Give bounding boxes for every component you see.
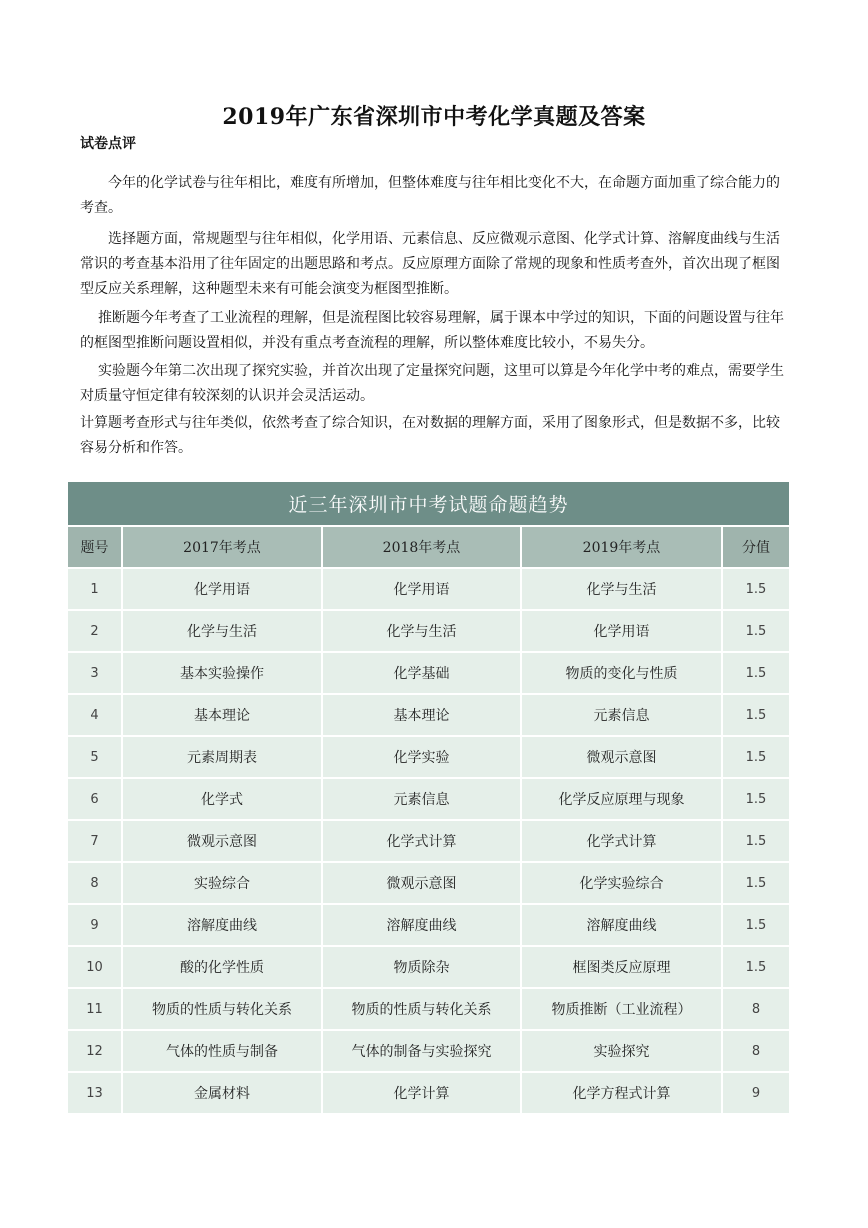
cell-question-no: 2: [68, 610, 122, 652]
cell-2018: 元素信息: [322, 778, 521, 820]
cell-score: 8: [722, 1030, 790, 1072]
cell-2017: 基本实验操作: [122, 652, 322, 694]
cell-2019: 化学与生活: [521, 568, 722, 610]
cell-2018: 化学式计算: [322, 820, 521, 862]
cell-2018: 化学实验: [322, 736, 521, 778]
cell-2017: 化学与生活: [122, 610, 322, 652]
cell-2017: 元素周期表: [122, 736, 322, 778]
cell-2019: 化学反应原理与现象: [521, 778, 722, 820]
table-row: [68, 820, 790, 862]
cell-score: 1.5: [722, 568, 790, 610]
section-label: 试卷点评: [80, 136, 136, 152]
cell-score: 1.5: [722, 862, 790, 904]
cell-question-no: 5: [68, 736, 122, 778]
table-row: [68, 988, 790, 1030]
cell-score: 1.5: [722, 946, 790, 988]
cell-2019: 溶解度曲线: [521, 904, 722, 946]
cell-score: 1.5: [722, 610, 790, 652]
table-row: [68, 568, 790, 610]
cell-2017: 物质的性质与转化关系: [122, 988, 322, 1030]
cell-2018: 化学与生活: [322, 610, 521, 652]
cell-2019: 微观示意图: [521, 736, 722, 778]
cell-question-no: 1: [68, 568, 122, 610]
cell-question-no: 8: [68, 862, 122, 904]
cell-question-no: 4: [68, 694, 122, 736]
table-row: [68, 862, 790, 904]
table-row: [68, 1030, 790, 1072]
cell-question-no: 12: [68, 1030, 122, 1072]
cell-question-no: 7: [68, 820, 122, 862]
cell-2018: 微观示意图: [322, 862, 521, 904]
table-row: [68, 778, 790, 820]
cell-2019: 物质推断（工业流程）: [521, 988, 722, 1030]
header-score: 分值: [722, 526, 790, 568]
header-2018: 2018年考点: [322, 526, 521, 568]
cell-2019: 物质的变化与性质: [521, 652, 722, 694]
cell-2019: 实验探究: [521, 1030, 722, 1072]
cell-2018: 物质除杂: [322, 946, 521, 988]
cell-2017: 实验综合: [122, 862, 322, 904]
header-2019: 2019年考点: [521, 526, 722, 568]
cell-score: 1.5: [722, 778, 790, 820]
cell-2018: 气体的制备与实验探究: [322, 1030, 521, 1072]
cell-2018: 化学基础: [322, 652, 521, 694]
table-row: [68, 694, 790, 736]
cell-2017: 微观示意图: [122, 820, 322, 862]
cell-score: 1.5: [722, 736, 790, 778]
cell-score: 8: [722, 988, 790, 1030]
cell-2017: 基本理论: [122, 694, 322, 736]
cell-question-no: 6: [68, 778, 122, 820]
cell-2017: 化学用语: [122, 568, 322, 610]
cell-2019: 元素信息: [521, 694, 722, 736]
table-header-row: [68, 526, 790, 568]
table-row: [68, 736, 790, 778]
table-row: [68, 1072, 790, 1114]
cell-2019: 化学方程式计算: [521, 1072, 722, 1114]
cell-score: 1.5: [722, 904, 790, 946]
paragraph-choice-questions: 选择题方面，常规题型与往年相似，化学用语、元素信息、反应微观示意图、化学式计算、溶解度曲线与生活常识的考查基本沿用了往年固定的出题思路和考点。反应原理方面除了常规的现象和性质考查外，首次出现了框图型反应关系理解，这种题型未来有可能会演变为框图型推断。: [80, 231, 780, 297]
cell-2018: 基本理论: [322, 694, 521, 736]
cell-2017: 化学式: [122, 778, 322, 820]
paragraph-experiment-questions: 实验题今年第二次出现了探究实验，并首次出现了定量探究问题，这里可以算是今年化学中考的难点，需要学生对质量守恒定律有较深刻的认识并会灵活运动。: [80, 363, 784, 404]
cell-2017: 气体的性质与制备: [122, 1030, 322, 1072]
cell-2019: 化学用语: [521, 610, 722, 652]
cell-2019: 化学实验综合: [521, 862, 722, 904]
table-row: [68, 904, 790, 946]
cell-2019: 框图类反应原理: [521, 946, 722, 988]
header-2017: 2017年考点: [122, 526, 322, 568]
paragraph-overview: 今年的化学试卷与往年相比，难度有所增加，但整体难度与往年相比变化不大，在命题方面加重了综合能力的考查。: [80, 175, 780, 216]
paragraph-calculation-questions: 计算题考查形式与往年类似，依然考查了综合知识，在对数据的理解方面，采用了图象形式，但是数据不多，比较容易分析和作答。: [80, 415, 780, 456]
cell-question-no: 10: [68, 946, 122, 988]
cell-2018: 化学计算: [322, 1072, 521, 1114]
cell-question-no: 11: [68, 988, 122, 1030]
cell-2017: 溶解度曲线: [122, 904, 322, 946]
table-row: [68, 946, 790, 988]
table-row: [68, 610, 790, 652]
cell-2017: 金属材料: [122, 1072, 322, 1114]
cell-2019: 化学式计算: [521, 820, 722, 862]
cell-score: 9: [722, 1072, 790, 1114]
table-row: [68, 652, 790, 694]
paragraph-inference-questions: 推断题今年考查了工业流程的理解，但是流程图比较容易理解，属于课本中学过的知识，下面的问题设置与往年的框图型推断问题设置相似，并没有重点考查流程的理解，所以整体难度比较小，不易失分。: [80, 310, 784, 351]
table-banner: 近三年深圳市中考试题命题趋势: [68, 482, 790, 526]
cell-2017: 酸的化学性质: [122, 946, 322, 988]
table-banner-row: [68, 482, 790, 526]
header-question-no: 题号: [68, 526, 122, 568]
trend-table: [68, 482, 791, 1115]
document-title: 2019年广东省深圳市中考化学真题及答案: [222, 104, 646, 130]
cell-score: 1.5: [722, 652, 790, 694]
cell-2018: 溶解度曲线: [322, 904, 521, 946]
cell-score: 1.5: [722, 694, 790, 736]
cell-2018: 化学用语: [322, 568, 521, 610]
cell-2018: 物质的性质与转化关系: [322, 988, 521, 1030]
cell-score: 1.5: [722, 820, 790, 862]
cell-question-no: 9: [68, 904, 122, 946]
cell-question-no: 3: [68, 652, 122, 694]
cell-question-no: 13: [68, 1072, 122, 1114]
